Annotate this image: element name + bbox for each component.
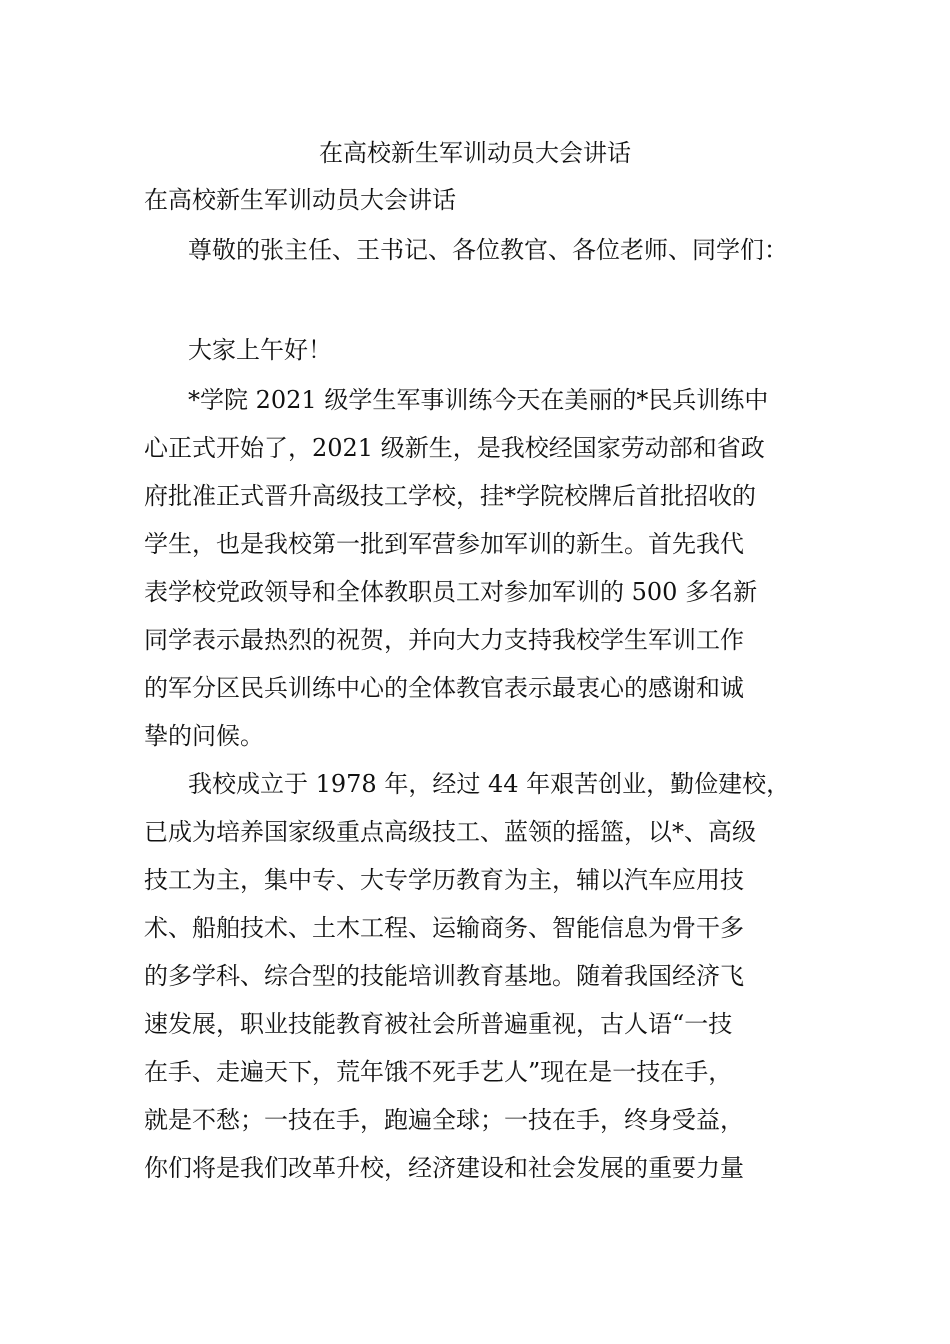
paragraph-line: 挚的问候。 [144, 722, 264, 750]
paragraph-2 [144, 760, 808, 1192]
paragraph-line: *学院 2021 级学生军事训练今天在美丽的*民兵训练中 [188, 386, 769, 414]
paragraph-line: 已成为培养国家级重点高级技工、蓝领的摇篮，以*、高级 [144, 818, 756, 846]
paragraph-line: 就是不愁；一技在手，跑遍全球；一技在手，终身受益， [144, 1106, 744, 1134]
paragraph-line: 在手、走遍天下，荒年饿不死手艺人”现在是一技在手， [144, 1058, 733, 1086]
paragraph-line: 我校成立于 1978 年，经过 44 年艰苦创业，勤俭建校， [188, 770, 791, 798]
document-title: 在高校新生军训动员大会讲话 [319, 139, 631, 167]
paragraph-1 [144, 376, 808, 760]
paragraph-line: 表学校党政领导和全体教职员工对参加军训的 500 多名新 [144, 578, 758, 606]
paragraph-line: 府批准正式晋升高级技工学校，挂*学院校牌后首批招收的 [144, 482, 756, 510]
document-subtitle: 在高校新生军训动员大会讲话 [144, 186, 456, 214]
salutation: 尊敬的张主任、王书记、各位教官、各位老师、同学们： [188, 236, 788, 264]
paragraph-line: 技工为主，集中专、大专学历教育为主，辅以汽车应用技 [144, 866, 744, 894]
greeting: 大家上午好！ [188, 336, 332, 364]
paragraph-line: 同学表示最热烈的祝贺，并向大力支持我校学生军训工作 [144, 626, 744, 654]
paragraph-line: 心正式开始了，2021 级新生，是我校经国家劳动部和省政 [144, 434, 765, 462]
paragraph-line: 你们将是我们改革升校，经济建设和社会发展的重要力量 [144, 1154, 744, 1182]
paragraph-line: 的多学科、综合型的技能培训教育基地。随着我国经济飞 [144, 962, 744, 990]
paragraph-line: 术、船舶技术、土木工程、运输商务、智能信息为骨干多 [144, 914, 744, 942]
paragraph-line: 学生，也是我校第一批到军营参加军训的新生。首先我代 [144, 530, 744, 558]
document-body [144, 376, 808, 1192]
paragraph-line: 的军分区民兵训练中心的全体教官表示最衷心的感谢和诚 [144, 674, 744, 702]
paragraph-line: 速发展，职业技能教育被社会所普遍重视，古人语“一技 [144, 1010, 733, 1038]
